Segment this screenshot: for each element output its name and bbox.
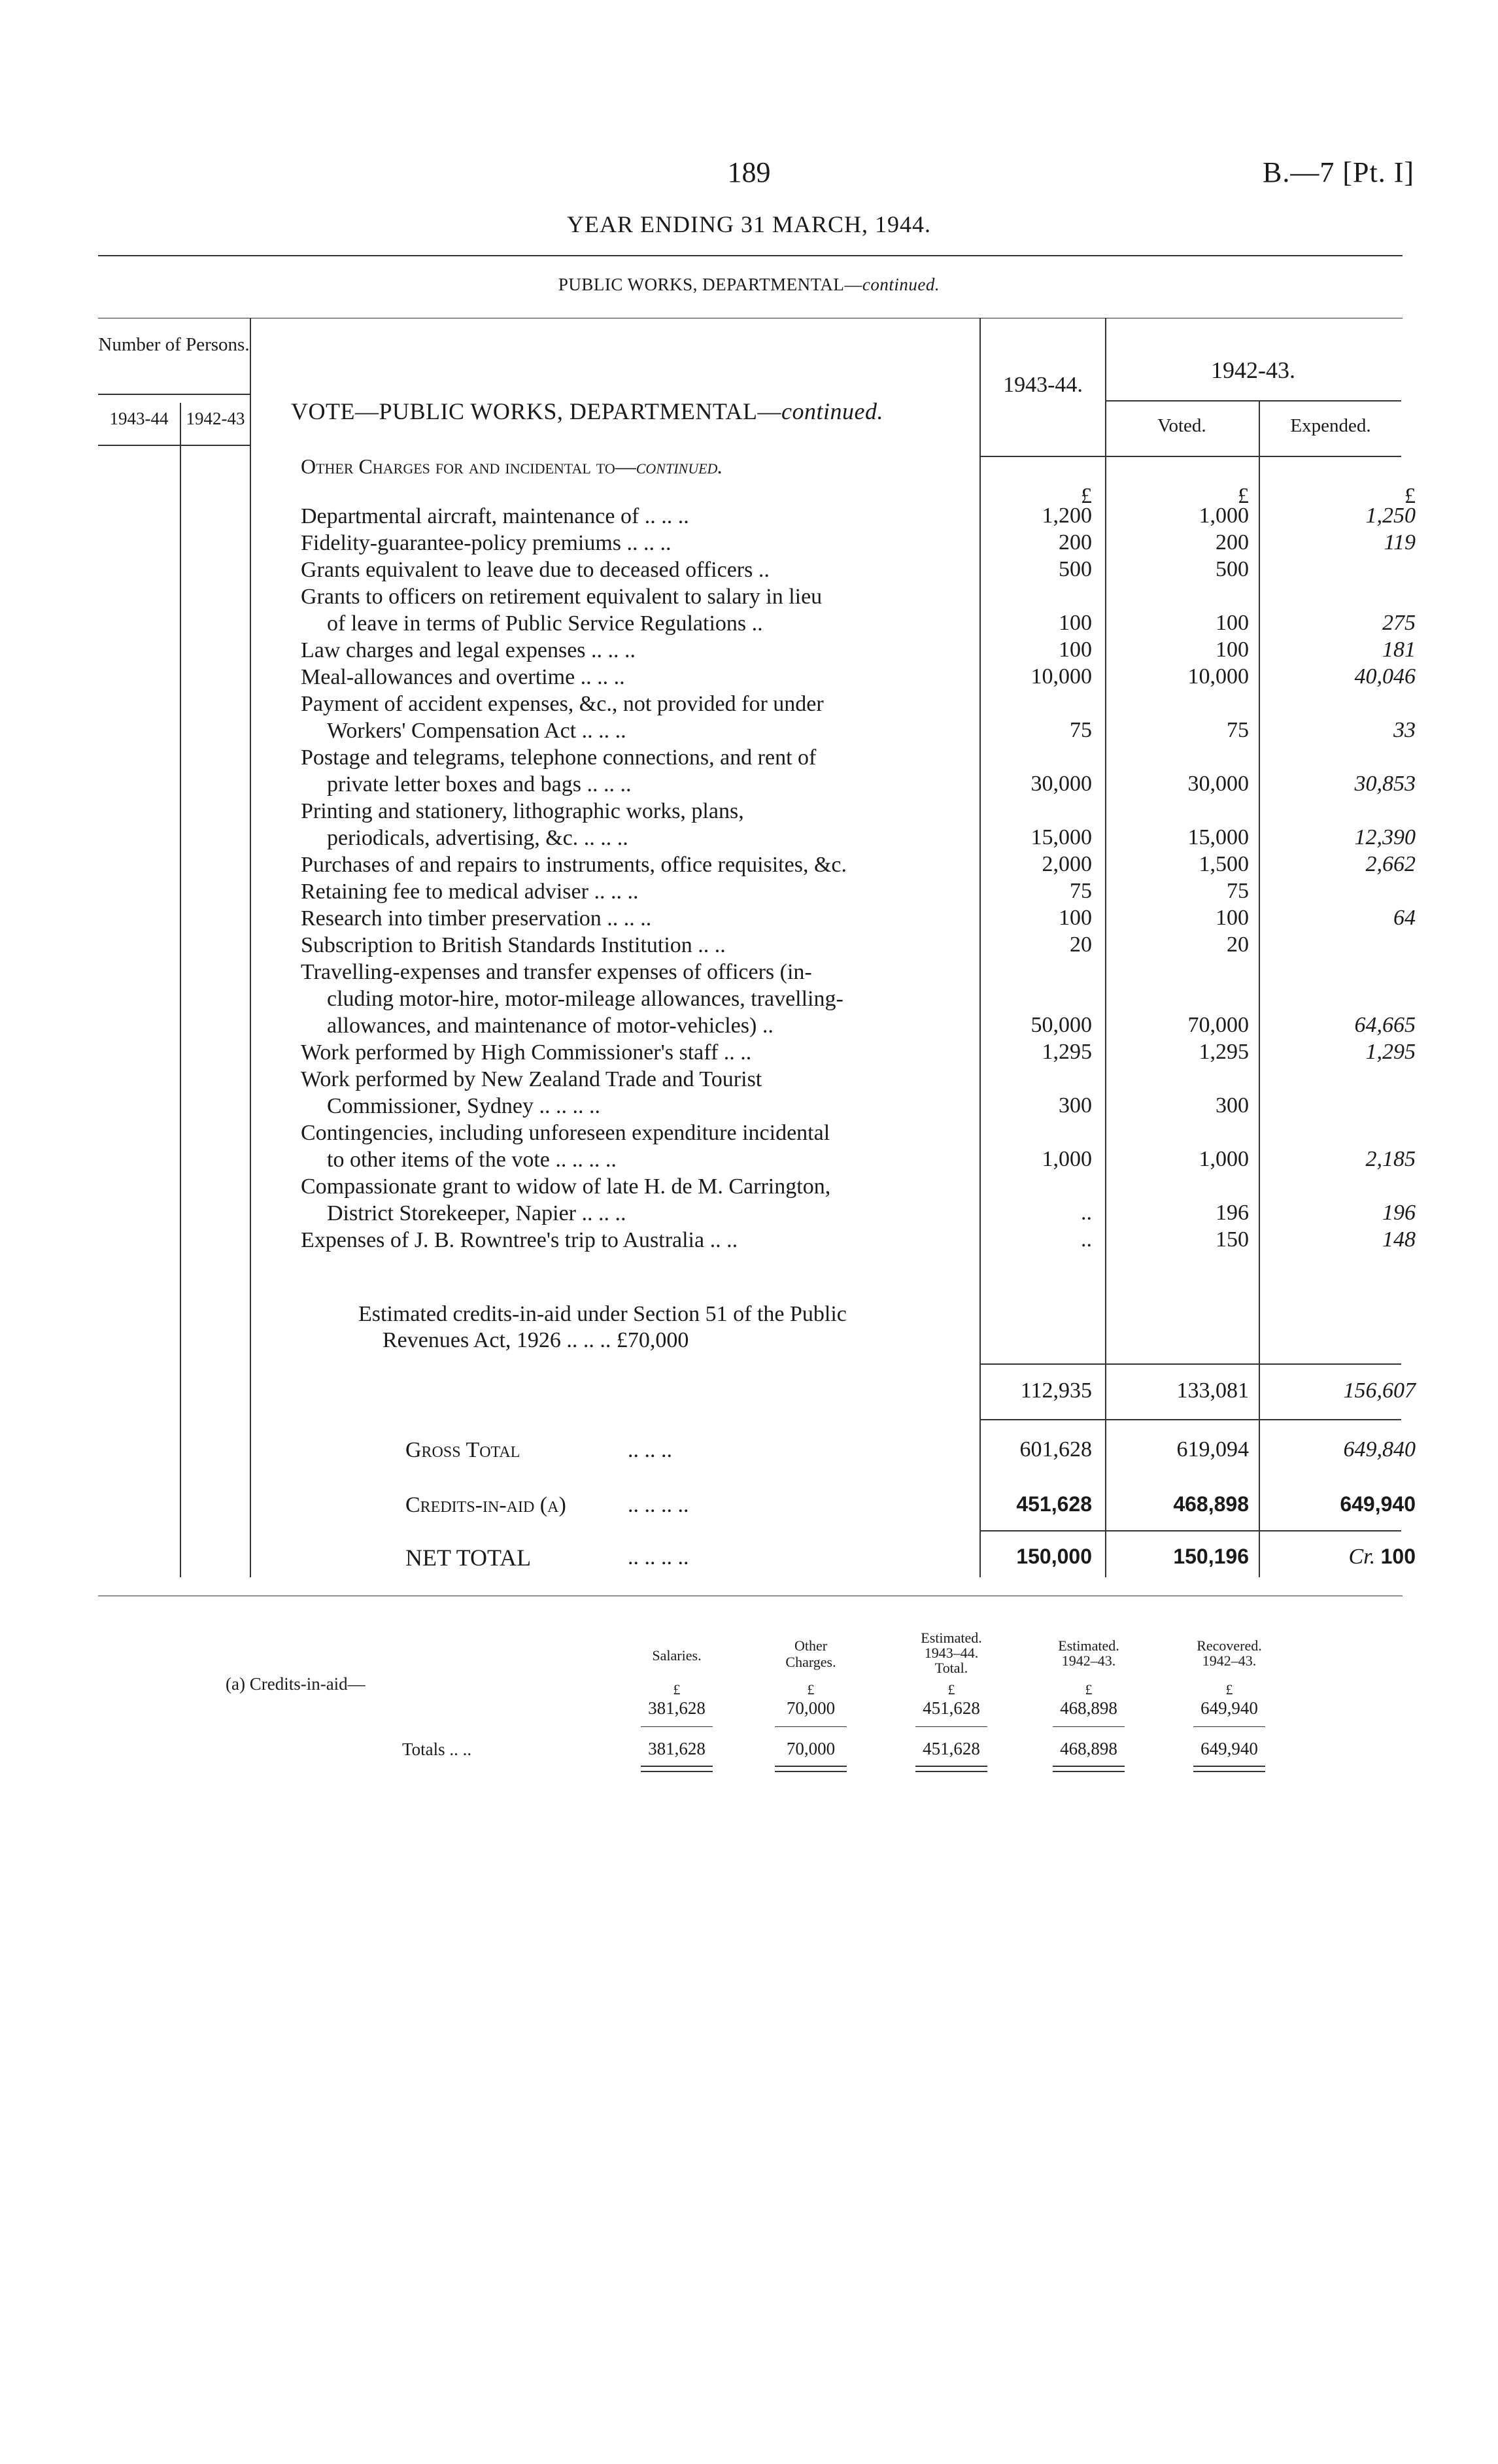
item-amount-1943: 100 <box>1059 638 1092 662</box>
fn-double-rule <box>1053 1766 1125 1772</box>
item-voted: 1,500 <box>1199 852 1249 876</box>
fn-rec-header-1: Recovered. <box>1197 1637 1262 1654</box>
fn-sum-rule <box>915 1726 987 1727</box>
fn-sum-rule <box>641 1726 713 1727</box>
item-label: Compassionate grant to widow of late H. de M. Carrington, <box>301 1174 831 1199</box>
item-label: District Storekeeper, Napier .. .. .. <box>327 1201 626 1225</box>
item-label: to other items of the vote .. .. .. .. <box>327 1148 617 1172</box>
item-label: Research into timber preservation .. .. .. <box>301 906 652 931</box>
item-voted: 20 <box>1227 933 1249 957</box>
item-label: Workers' Compensation Act .. .. .. <box>327 719 626 743</box>
fn-double-rule <box>915 1766 987 1772</box>
persons-header-bottom <box>98 445 250 446</box>
credits-note-line1: Estimated credits-in-aid under Section 51 of the Public <box>358 1302 847 1326</box>
number-of-persons-label: Number of Persons. <box>98 334 250 355</box>
fn-rec-header-2: 1942–43. <box>1202 1652 1257 1669</box>
subtotal-rule <box>979 1363 1401 1365</box>
item-amount-1943: .. <box>1081 1227 1092 1252</box>
item-label: Payment of accident expenses, &c., not provided for under <box>301 692 824 716</box>
fn-salaries: 381,628 <box>648 1698 706 1718</box>
item-amount-1943: 20 <box>1070 933 1092 957</box>
gross-rule <box>979 1419 1401 1420</box>
fn-double-rule <box>1193 1766 1265 1772</box>
item-expended: 12,390 <box>1354 825 1416 849</box>
fn-other-header-2: Charges. <box>785 1654 836 1670</box>
fn-estimated-1942: 468,898 <box>1060 1698 1117 1718</box>
expended-header: Expended. <box>1290 415 1371 436</box>
item-label: cluding motor-hire, motor-mileage allowances, travelling- <box>327 987 843 1011</box>
item-amount-1943: 2,000 <box>1042 852 1092 876</box>
fn-double-rule <box>641 1766 713 1772</box>
item-label: Work performed by High Commissioner's staff .. .. <box>301 1040 752 1065</box>
item-voted: 500 <box>1216 557 1249 581</box>
col-1943-44-header: 1943-44. <box>1003 373 1083 397</box>
item-expended: 2,662 <box>1365 852 1416 876</box>
page-reference: B.—7 [Pt. I] <box>1263 156 1414 188</box>
item-expended: 33 <box>1393 718 1416 742</box>
fn-pound-sign: £ <box>947 1681 955 1698</box>
item-voted: 30,000 <box>1187 772 1249 796</box>
item-amount-1943: 10,000 <box>1030 664 1092 689</box>
item-voted: 150 <box>1216 1227 1249 1252</box>
item-label: Grants to officers on retirement equivalent to salary in lieu <box>301 585 823 609</box>
net-expended: Cr. 100 <box>1348 1545 1416 1569</box>
item-voted: 100 <box>1216 611 1249 635</box>
item-voted: 100 <box>1216 906 1249 930</box>
subhead: Other Charges for and incidental to—continued. <box>301 454 723 478</box>
item-label: Retaining fee to medical adviser .. .. .. <box>301 880 639 904</box>
item-label: Meal-allowances and overtime .. .. .. <box>301 665 625 689</box>
fn-est-header-3: Total. <box>934 1660 968 1676</box>
item-voted: 15,000 <box>1187 825 1249 849</box>
fn-est-header-1: Estimated. <box>921 1630 982 1646</box>
year-1942-43-label: 1942-43 <box>186 409 245 428</box>
item-label: Grants equivalent to leave due to deceased officers .. <box>301 558 770 582</box>
fn-estimated-1943: 451,628 <box>923 1698 980 1718</box>
gross-voted: 619,094 <box>1176 1437 1249 1462</box>
fn-salaries-header: Salaries. <box>652 1647 702 1664</box>
year-1943-44-label: 1943-44 <box>109 409 169 428</box>
item-amount-1943: 100 <box>1059 906 1092 930</box>
item-expended: 196 <box>1382 1201 1416 1225</box>
subtotal-voted: 133,081 <box>1176 1378 1249 1403</box>
fn-total-estimated-1943: 451,628 <box>923 1739 980 1758</box>
fn-other-charges: 70,000 <box>786 1698 836 1718</box>
fn-total-estimated-1942: 468,898 <box>1060 1739 1117 1758</box>
item-expended: 275 <box>1382 611 1416 635</box>
item-label: Subscription to British Standards Institution .. .. <box>301 933 726 957</box>
fn-pound-sign: £ <box>673 1681 681 1698</box>
item-label: Expenses of J. B. Rowntree's trip to Australia .. .. <box>301 1228 738 1252</box>
credits-in-aid-label: Credits-in-aid (a) <box>405 1493 566 1517</box>
fn-sum-rule <box>775 1726 847 1727</box>
credits-1943: 451,628 <box>1016 1492 1092 1516</box>
fn-other-header-1: Other <box>794 1637 828 1654</box>
item-voted: 100 <box>1216 638 1249 662</box>
fn-pound-sign: £ <box>807 1681 815 1698</box>
fn-est42-header-2: 1942–43. <box>1061 1652 1116 1669</box>
pound-sign: £ <box>1081 484 1092 508</box>
item-expended: 1,295 <box>1365 1040 1416 1064</box>
subtotal-expended: 156,607 <box>1343 1378 1416 1403</box>
item-label: private letter boxes and bags .. .. .. <box>327 772 632 796</box>
gross-total-label: Gross Total <box>405 1438 520 1462</box>
item-amount-1943: .. <box>1081 1201 1092 1225</box>
item-label: allowances, and maintenance of motor-vehicles) .. <box>327 1014 774 1038</box>
item-voted: 196 <box>1216 1201 1249 1225</box>
item-voted: 1,000 <box>1199 1147 1249 1171</box>
years-divider <box>180 403 181 1577</box>
gross-dots: .. .. .. <box>628 1438 672 1462</box>
fn-label: (a) Credits-in-aid— <box>226 1674 366 1694</box>
gross-expended: 649,840 <box>1343 1437 1416 1462</box>
item-amount-1943: 50,000 <box>1030 1013 1092 1037</box>
page-number: 189 <box>727 156 771 188</box>
net-voted: 150,196 <box>1173 1545 1249 1568</box>
fn-est-header-2: 1943–44. <box>924 1645 979 1661</box>
item-amount-1943: 75 <box>1070 718 1092 742</box>
col-1942-43-header: 1942-43. <box>1211 357 1295 383</box>
item-amount-1943: 75 <box>1070 879 1092 903</box>
item-amount-1943: 15,000 <box>1030 825 1092 849</box>
top-rule <box>98 255 1403 256</box>
item-label: Law charges and legal expenses .. .. .. <box>301 638 636 662</box>
pound-sign: £ <box>1404 484 1416 508</box>
persons-divider <box>250 318 251 1577</box>
net-dots: .. .. .. .. <box>628 1545 689 1569</box>
item-label: periodicals, advertising, &c. .. .. .. <box>327 826 628 850</box>
fn-total-salaries: 381,628 <box>648 1739 706 1758</box>
item-amount-1943: 30,000 <box>1030 772 1092 796</box>
fn-sum-rule <box>1193 1726 1265 1727</box>
credits-expended: 649,940 <box>1340 1492 1416 1516</box>
item-label: Purchases of and repairs to instruments, office requisites, &c. <box>301 853 847 877</box>
item-amount-1943: 100 <box>1059 611 1092 635</box>
credits-dots: .. .. .. .. <box>628 1493 689 1517</box>
vote-title: VOTE—PUBLIC WORKS, DEPARTMENTAL—continued. <box>291 398 883 424</box>
item-label: Commissioner, Sydney .. .. .. .. <box>327 1094 600 1118</box>
item-label: Travelling-expenses and transfer expenses of officers (in- <box>301 960 812 984</box>
pound-sign: £ <box>1238 484 1249 508</box>
item-label: Printing and stationery, lithographic works, plans, <box>301 799 744 823</box>
header-bottom-rule <box>979 456 1401 457</box>
item-voted: 200 <box>1216 530 1249 555</box>
gross-1943: 601,628 <box>1019 1437 1092 1462</box>
item-voted: 75 <box>1227 718 1249 742</box>
item-amount-1943: 500 <box>1059 557 1092 581</box>
fn-pound-sign: £ <box>1225 1681 1233 1698</box>
item-label: Departmental aircraft, maintenance of .. .. .. <box>301 504 689 528</box>
credits-voted: 468,898 <box>1173 1492 1249 1516</box>
item-expended: 2,185 <box>1365 1147 1416 1171</box>
fn-double-rule <box>775 1766 847 1772</box>
item-expended: 30,853 <box>1354 772 1416 796</box>
year-1942-subrule <box>1105 400 1401 402</box>
fn-total-recovered-1942: 649,940 <box>1200 1739 1258 1758</box>
item-expended: 148 <box>1382 1227 1416 1252</box>
fn-sum-rule <box>1053 1726 1125 1727</box>
item-voted: 300 <box>1216 1093 1249 1118</box>
item-voted: 70,000 <box>1187 1013 1249 1037</box>
item-expended: 181 <box>1382 638 1416 662</box>
item-voted: 10,000 <box>1187 664 1249 689</box>
net-total-label: NET TOTAL <box>405 1545 532 1571</box>
item-amount-1943: 1,000 <box>1042 1147 1092 1171</box>
item-voted: 1,000 <box>1199 504 1249 528</box>
item-amount-1943: 300 <box>1059 1093 1092 1118</box>
item-amount-1943: 1,200 <box>1042 504 1092 528</box>
persons-header-rule <box>98 394 250 395</box>
fn-total-other-charges: 70,000 <box>786 1739 836 1758</box>
fn-pound-sign: £ <box>1085 1681 1093 1698</box>
section-title: PUBLIC WORKS, DEPARTMENTAL—continued. <box>558 275 940 294</box>
item-expended: 40,046 <box>1354 664 1416 689</box>
item-expended: 64,665 <box>1354 1013 1416 1037</box>
item-expended: 1,250 <box>1365 504 1416 528</box>
item-expended: 64 <box>1393 906 1416 930</box>
item-voted: 75 <box>1227 879 1249 903</box>
net-rule <box>979 1530 1401 1531</box>
item-voted: 1,295 <box>1199 1040 1249 1064</box>
item-label: Work performed by New Zealand Trade and Tourist <box>301 1067 762 1091</box>
item-amount-1943: 1,295 <box>1042 1040 1092 1064</box>
item-label: of leave in terms of Public Service Regulations .. <box>327 611 763 636</box>
item-amount-1943: 200 <box>1059 530 1092 555</box>
item-label: Postage and telegrams, telephone connections, and rent of <box>301 745 817 770</box>
voted-header: Voted. <box>1157 415 1206 436</box>
fn-recovered-1942: 649,940 <box>1200 1698 1258 1718</box>
credits-note-line2: Revenues Act, 1926 .. .. .. £70,000 <box>383 1328 689 1352</box>
subtotal-1943: 112,935 <box>1020 1378 1092 1403</box>
item-label: Fidelity-guarantee-policy premiums .. .. .. <box>301 531 672 555</box>
item-label: Contingencies, including unforeseen expenditure incidental <box>301 1121 830 1145</box>
fn-est42-header-1: Estimated. <box>1058 1637 1119 1654</box>
item-expended: 119 <box>1384 530 1416 555</box>
net-1943: 150,000 <box>1016 1545 1092 1568</box>
fn-totals-label: Totals .. .. <box>402 1739 472 1759</box>
year-heading: YEAR ENDING 31 MARCH, 1944. <box>567 211 931 237</box>
